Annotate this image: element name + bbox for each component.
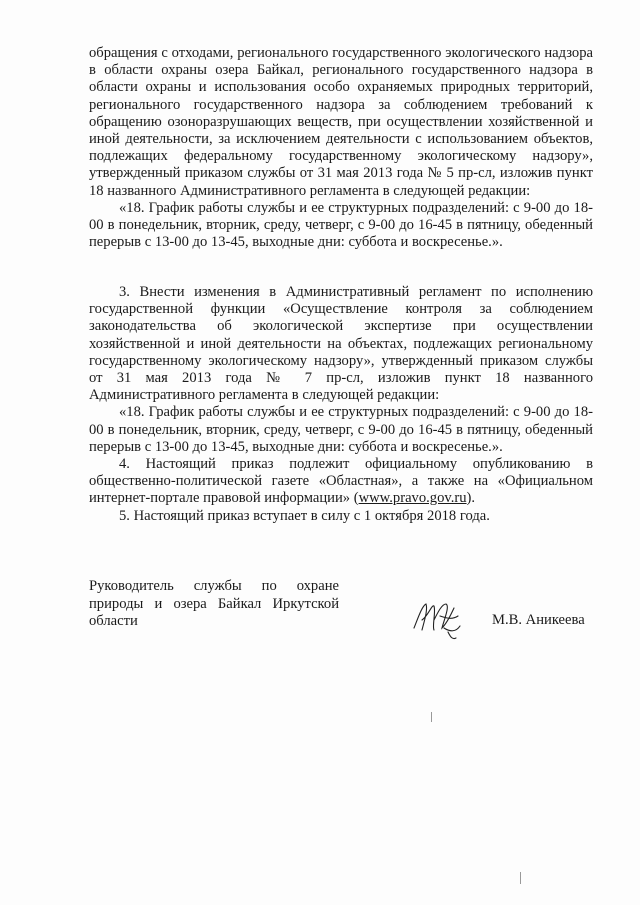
section-4 (89, 456, 593, 525)
section-3 (89, 284, 593, 456)
handwritten-signature (410, 598, 466, 642)
paragraph-intro: обращения с отходами, регионального государственного экологического надзора в области охраны озера Байкал, регионального государственного надзора в области охраны и использования особо охраняемых природных территорий, регионального государственного надзора за соблюдением требований к обращению озоноразрушающих веществ, при осуществлении хозяйственной и иной деятельности, за исключением деятельности с использованием объектов, подлежащих федеральному государственному экологическому надзору», утвержденный приказом службы от 31 мая 2013 года № 5 пр-сл, изложив пункт 18 названного Административного регламента в следующей редакции: (89, 45, 593, 199)
pravo-gov-link[interactable]: www.pravo.gov.ru (358, 490, 467, 507)
paragraph-4-end: ). (466, 490, 476, 507)
paragraph-4 (89, 456, 593, 508)
paragraph-5: 5. Настоящий приказ вступает в силу с 1 октября 2018 года. (119, 507, 490, 524)
scan-mark (520, 872, 521, 884)
scan-mark (431, 712, 432, 722)
signer-name: М.В. Аникеева (492, 612, 585, 628)
paragraph-4-text: 4. Настоящий приказ подлежит официальному опубликованию в общественно-политической газете «Областная», а также на «Официальном интернет-портале правовой информации» ( (89, 456, 593, 507)
signer-position: Руководитель службы по охране природы и озера Байкал Иркутской области (89, 578, 339, 629)
paragraph-3: 3. Внести изменения в Административный регламент по исполнению государственной функции «Осуществление контроля за соблюдением законодательства об экологической экспертизе при осуществлении хозяйственной и иной деятельности на объектах, подлежащих региональному государственному экологическому надзору», утвержденный приказом службы от 31 мая 2013 года № 7 пр-сл, изложив пункт 18 названного Административного регламента в следующей редакции: (89, 284, 593, 404)
paragraph-quote-1: «18. График работы службы и ее структурных подразделений: с 9-00 до 18-00 в понедельник, вторник, среду, четверг, с 9-00 до 16-45 в пятницу, обеденный перерыв с 13-00 до 13-45, выходные дни: суббота и воскресенье.». (89, 199, 593, 251)
paragraph-quote-2: «18. График работы службы и ее структурных подразделений: с 9-00 до 18-00 в понедельник, вторник, среду, четверг, с 9-00 до 16-45 в пятницу, обеденный перерыв с 13-00 до 13-45, выходные дни: суббота и воскресенье.». (89, 404, 593, 455)
document-body (89, 45, 593, 251)
